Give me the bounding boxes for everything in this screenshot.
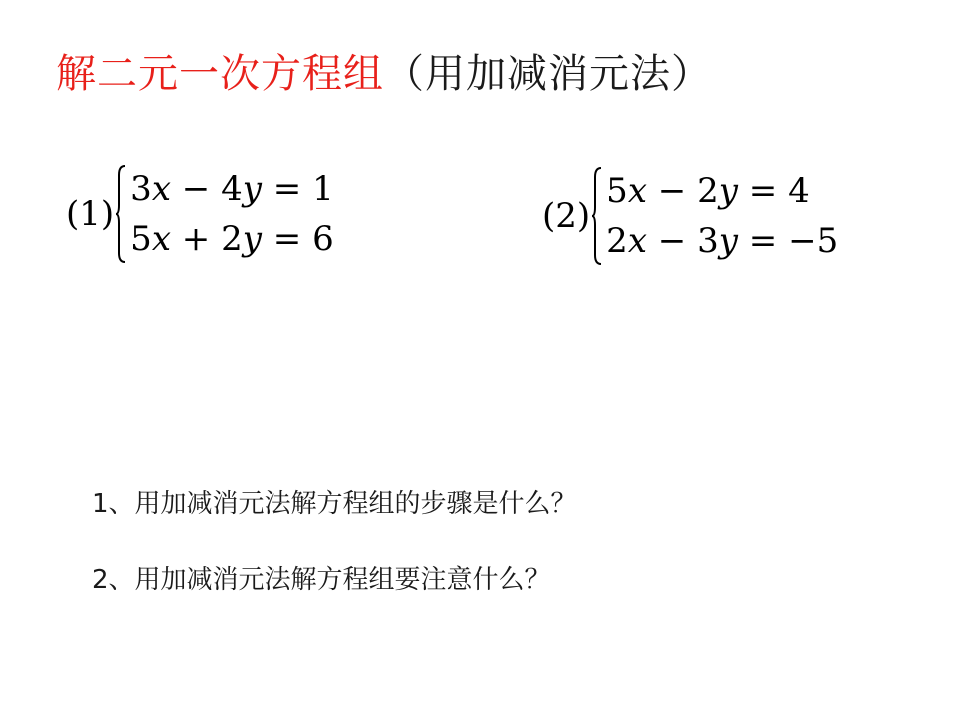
equation-list: [606, 166, 838, 266]
equation-system-2: [542, 166, 838, 266]
equation: 5x + 2y = 6: [130, 219, 334, 259]
slide-title: [56, 48, 712, 100]
equation: 2x − 3y = −5: [606, 221, 839, 261]
left-brace-icon: [116, 165, 126, 263]
system-number: (1): [66, 194, 115, 234]
question-notes: 2、用加减消元法解方程组要注意什么？: [92, 565, 551, 595]
equation-list: [130, 164, 334, 264]
title-main: 解二元一次方程组: [56, 51, 384, 97]
left-brace-icon: [592, 167, 602, 265]
system-number: (2): [542, 196, 591, 236]
equation-system-1: [66, 164, 334, 264]
title-method: （用加减消元法）: [384, 51, 712, 97]
equation: 5x − 2y = 4: [606, 171, 810, 211]
equation: 3x − 4y = 1: [130, 169, 334, 209]
question-steps: 1、用加减消元法解方程组的步骤是什么？: [92, 489, 577, 519]
